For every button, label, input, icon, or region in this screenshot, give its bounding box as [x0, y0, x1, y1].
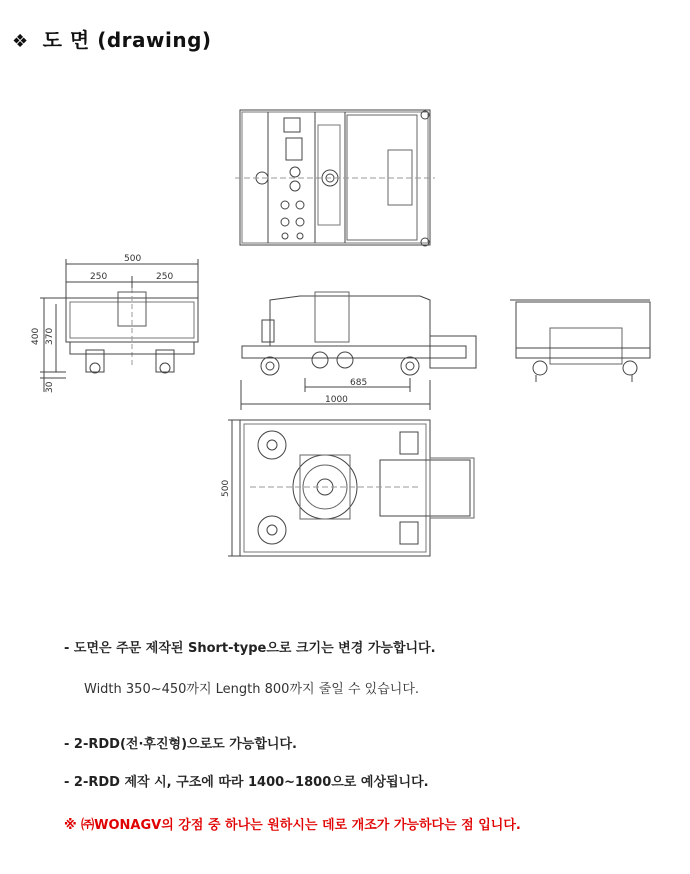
dim-front-half-right: 250 — [156, 272, 174, 282]
rear-view — [510, 300, 650, 382]
note-size-range: Width 350~450까지 Length 800까지 줄일 수 있습니다. — [84, 682, 420, 697]
diamond-bullet-icon: ❖ — [12, 31, 29, 52]
note-short-type: - 도면은 주문 제작된 Short-type으로 크기는 변경 가능합니다. — [64, 641, 436, 656]
dim-front-height-body: 370 — [45, 327, 55, 345]
top-view — [235, 110, 435, 246]
title-text: 도 면 (drawing) — [42, 28, 212, 52]
dim-front-width: 500 — [124, 254, 142, 264]
dim-bottom-width: 500 — [221, 479, 231, 497]
dim-front-height-total: 400 — [31, 327, 41, 345]
note-2rdd-possible: - 2-RDD(전·후진형)으로도 가능합니다. — [64, 737, 297, 752]
dim-side-wheelbase: 685 — [350, 378, 368, 388]
note-2rdd-estimate: - 2-RDD 제작 시, 구조에 따라 1400~1800으로 예상됩니다. — [64, 775, 429, 790]
dim-front-clearance: 30 — [45, 381, 55, 393]
dim-side-length: 1000 — [325, 395, 348, 405]
front-view — [40, 259, 198, 392]
bottom-view — [228, 420, 474, 556]
dim-front-half-left: 250 — [90, 272, 108, 282]
note-company-strength: ※ ㈜WONAGV의 강점 중 하나는 원하시는 데로 개조가 가능하다는 점 입니다. — [64, 818, 521, 833]
side-view — [241, 292, 476, 410]
